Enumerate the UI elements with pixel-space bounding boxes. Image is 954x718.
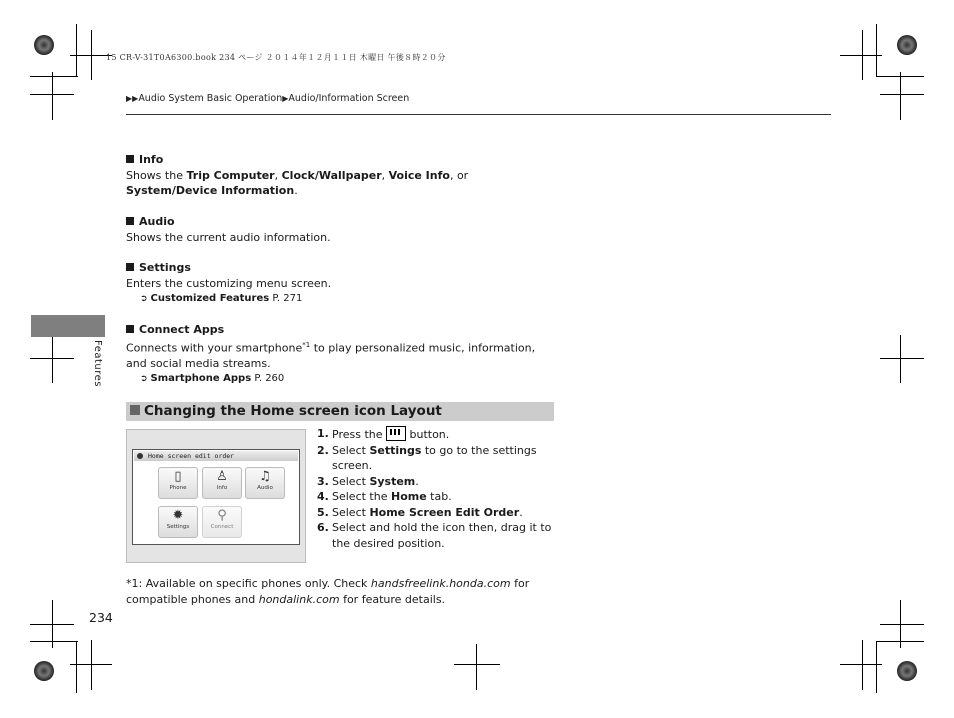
- screen-title-bar: Home screen edit order: [134, 451, 298, 461]
- print-header: 15 CR-V-31T0A6300.book 234 ページ ２０１４年１２月１１日 木曜日 午後８時２０分: [106, 53, 446, 62]
- section-settings: [126, 260, 556, 308]
- chapter-tab: [31, 315, 105, 337]
- home-screen-edit-display: [132, 449, 300, 545]
- section-text: Enters the customizing menu screen.: [126, 276, 332, 290]
- section-connect-apps: [126, 322, 556, 388]
- step-item: 6. Select and hold the icon then, drag it to the desired position.: [317, 521, 552, 550]
- instruction-steps: [317, 426, 562, 551]
- step-item: 1. Press the button.: [317, 427, 450, 441]
- phone-icon: ▯: [174, 469, 182, 484]
- page-number: 234: [89, 610, 113, 625]
- square-bullet-icon: [126, 155, 134, 163]
- music-note-icon: ♫: [259, 469, 271, 484]
- home-button-icon: [386, 426, 406, 441]
- reference-arrow-icon: ➲: [140, 374, 148, 385]
- header-rule: [126, 114, 831, 115]
- square-bullet-icon: [126, 217, 134, 225]
- home-tile-connect[interactable]: ⚲ Connect: [202, 506, 242, 538]
- section-title: Audio: [126, 214, 556, 230]
- section-info: [126, 152, 556, 199]
- footnote-link-hondalink[interactable]: hondalink.com: [258, 592, 340, 606]
- breadcrumb-item-audio-info[interactable]: Audio/Information Screen: [288, 93, 410, 104]
- section-title: Info: [126, 152, 556, 168]
- section-audio: [126, 214, 556, 245]
- screen-illustration: [126, 429, 306, 563]
- chapter-label: Features: [92, 340, 103, 387]
- breadcrumb-separator: ▶: [282, 94, 289, 103]
- step-item: 4. Select the Home tab.: [317, 490, 452, 503]
- connect-icon: ⚲: [217, 508, 227, 523]
- breadcrumb-item-audio-system[interactable]: Audio System Basic Operation: [138, 93, 283, 104]
- footnote: *1: Available on specific phones only. Check handsfreelink.honda.com for compatible phones and hondalink.com for feature details.: [126, 577, 530, 606]
- subsection-title: Changing the Home screen icon Layout: [130, 403, 442, 419]
- home-tile-settings[interactable]: ✹ Settings: [158, 506, 198, 538]
- home-tile-info[interactable]: ♙ Info: [202, 467, 242, 499]
- square-bullet-icon: [126, 325, 134, 333]
- square-bullet-icon: [130, 405, 140, 415]
- breadcrumb: [126, 93, 409, 104]
- section-text: Shows the current audio information.: [126, 230, 331, 244]
- breadcrumb-arrows: ▶▶: [126, 94, 139, 103]
- gear-icon: ✹: [172, 508, 184, 523]
- home-tile-phone[interactable]: ▯ Phone: [158, 467, 198, 499]
- step-item: 2. Select Settings to go to the settings screen.: [317, 443, 537, 472]
- cross-reference-link[interactable]: ➲ Smartphone Apps P. 260: [140, 371, 556, 388]
- footnote-link-handsfreelink[interactable]: handsfreelink.honda.com: [370, 577, 511, 590]
- section-text: Connects with your smartphone$^{*1}$ to play personalized music, information, and social media streams.: [126, 340, 536, 370]
- cross-reference-link[interactable]: ➲ Customized Features P. 271: [140, 291, 556, 308]
- step-item: 5. Select Home Screen Edit Order.: [317, 505, 523, 519]
- section-title: Connect Apps: [126, 322, 556, 338]
- section-text: Shows the Trip Computer, Clock/Wallpaper, Voice Info, or System/Device Information.: [126, 168, 469, 197]
- back-icon: [137, 453, 143, 459]
- section-title: Settings: [126, 260, 556, 276]
- step-item: 3. Select System.: [317, 474, 419, 488]
- info-icon: ♙: [216, 469, 228, 484]
- subsection-banner: [126, 402, 554, 421]
- reference-arrow-icon: ➲: [140, 294, 148, 304]
- square-bullet-icon: [126, 263, 134, 271]
- home-tile-audio[interactable]: ♫ Audio: [245, 467, 285, 499]
